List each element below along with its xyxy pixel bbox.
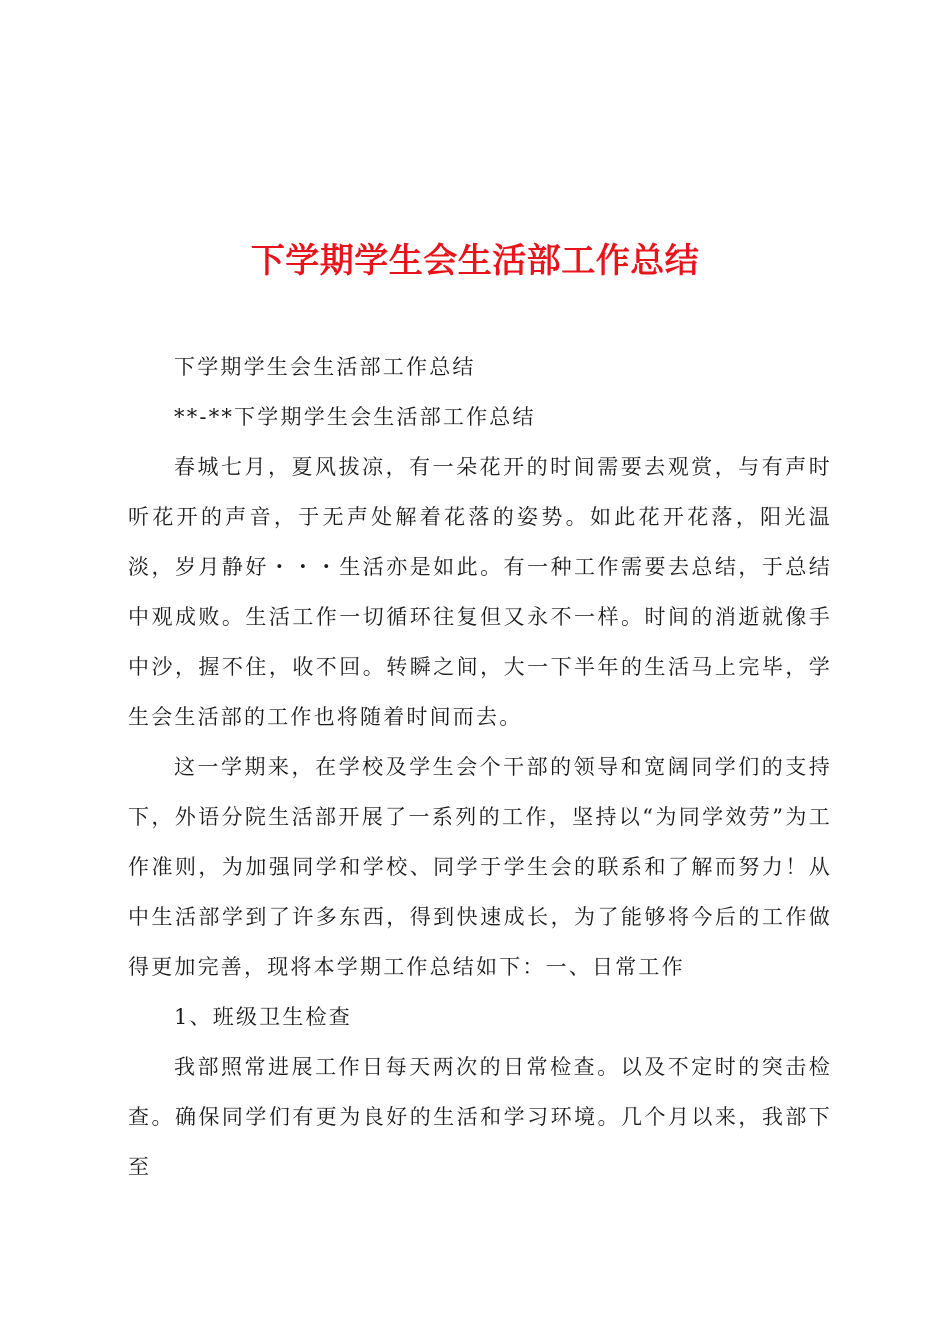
document-body (128, 342, 832, 1192)
paragraph-heading: 下学期学生会生活部工作总结 (174, 355, 476, 379)
paragraph-section-title: 1、班级卫生检查 (174, 1005, 352, 1029)
paragraph-section-body: 我部照常进展工作日每天两次的日常检查。以及不定时的突击检查。确保同学们有更为良好的生活和学习环境。几个月以来，我部下至 (128, 1055, 832, 1179)
paragraph-subheading: **-**下学期学生会生活部工作总结 (174, 405, 536, 429)
paragraph-overview: 这一学期来，在学校及学生会个干部的领导和宽阔同学们的支持下，外语分院生活部开展了一系列的工作，坚持以“为同学效劳”为工作准则，为加强同学和学校、同学于学生会的联系和了解而努力！从中生活部学到了许多东西，得到快速成长，为了能够将今后的工作做得更加完善，现将本学期工作总结如下：一、日常工作 (128, 755, 832, 979)
document-title: 下学期学生会生活部工作总结 (250, 240, 700, 281)
paragraph-intro: 春城七月，夏风拔凉，有一朵花开的时间需要去观赏，与有声时听花开的声音，于无声处解着花落的姿势。如此花开花落，阳光温淡，岁月静好・・・生活亦是如此。有一种工作需要去总结，于总结中观成败。生活工作一切循环往复但又永不一样。时间的消逝就像手中沙，握不住，收不回。转瞬之间，大一下半年的生活马上完毕，学生会生活部的工作也将随着时间而去。 (128, 455, 832, 729)
